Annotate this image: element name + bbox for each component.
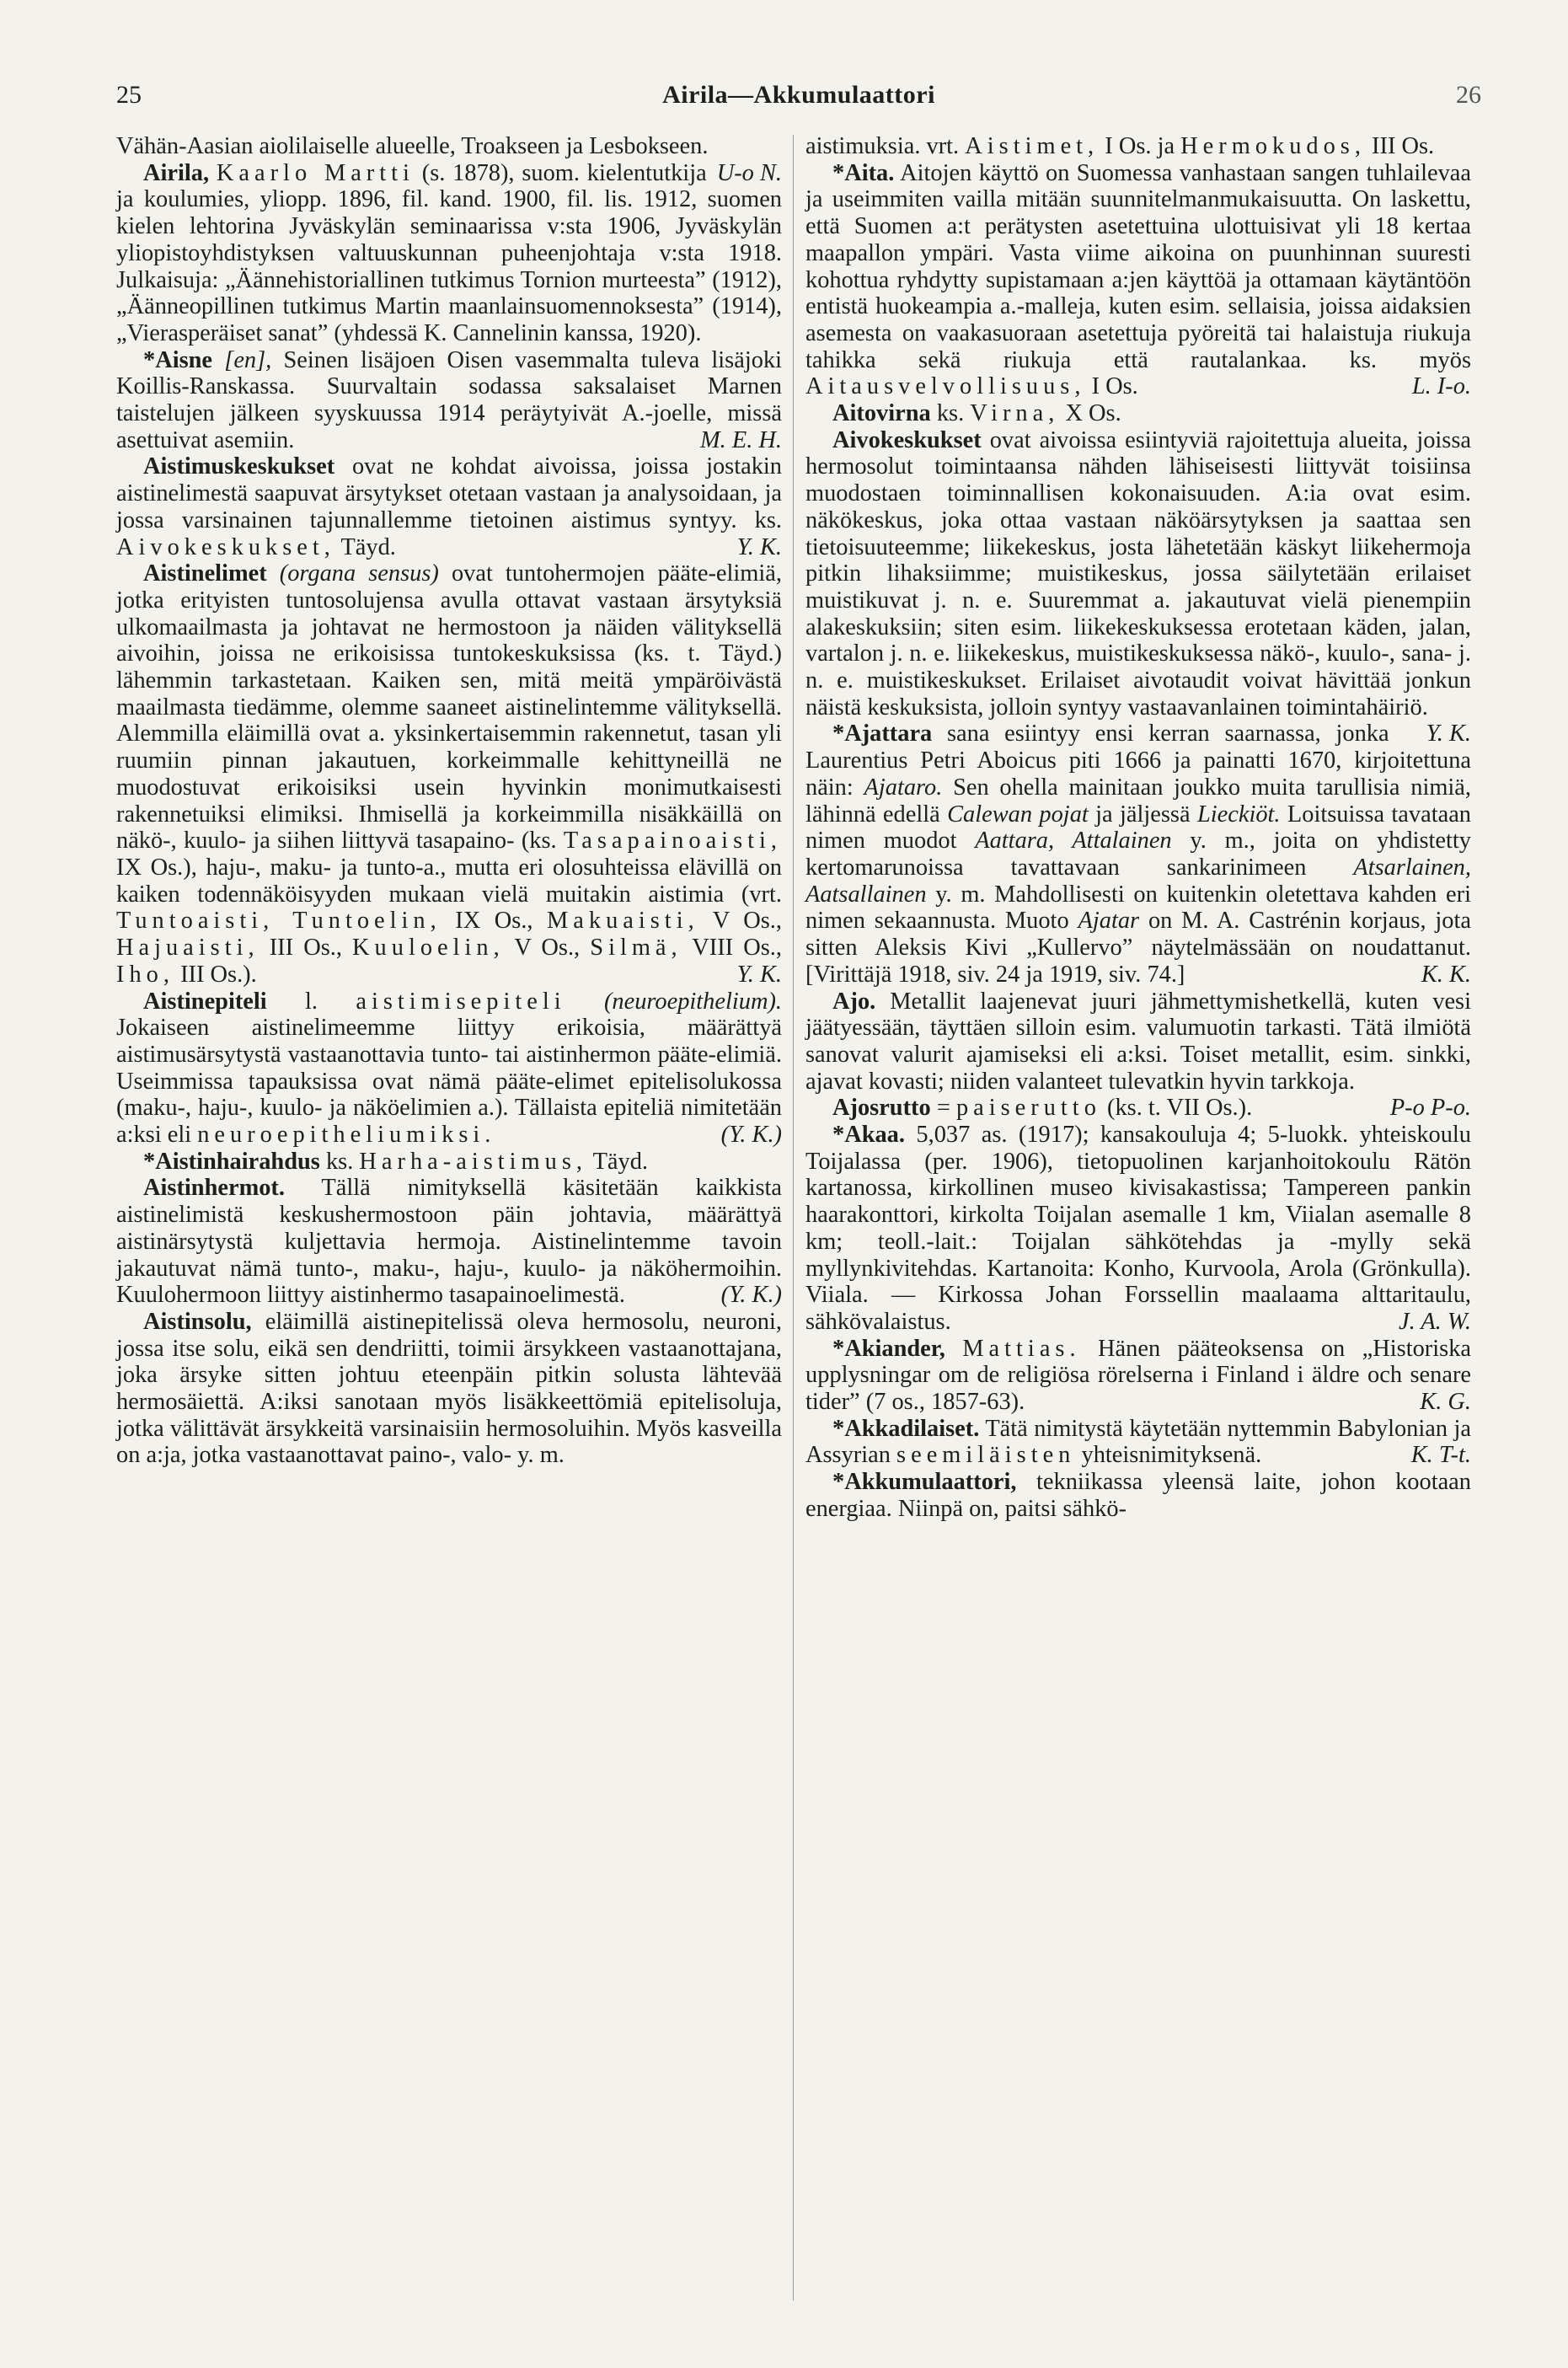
left-column (116, 133, 782, 1469)
entry-aistinhermot: Aistinhermot. Tällä nimityksellä käsitetään kaikkista aistinelimistä keskushermostoon päin johtavia, määrättyä aistinärsytystä kuljettavia hermoja. Aistinelintemme tavoin jakautuvat nämä tunto-, maku-, haju-, kuulo- ja näköhermoihin. Kuulohermoon liittyy aistinhermo tasapainoelimestä. (Y. K.) (116, 1175, 782, 1309)
headword: Aivokeskukset (832, 426, 982, 453)
entry-akkumulaattori: *Akkumulaattori, tekniikassa yleensä laite, johon kootaan energiaa. Niinpä on, paitsi sähkö- (805, 1469, 1471, 1522)
entry-aistimuskeskukset: Aistimuskeskukset ovat ne kohdat aivoissa, joissa jostakin aistinelimestä saapuvat ärsytykset otetaan vastaan ja analysoidaan, ja jossa varsinainen tajunnallemme tietoinen aistimus syntyy. ks. Aivokeskukset, Täyd. Y. K. (116, 453, 782, 560)
headword: Aistinhermot. (143, 1175, 285, 1202)
cross-reference[interactable]: Harha-aistimus, (359, 1148, 587, 1175)
headword: *Akkumulaattori, (832, 1469, 1017, 1496)
headword: Ajosrutto (832, 1095, 931, 1122)
entry-aita: *Aita. Aitojen käyttö on Suomessa vanhastaan sangen tuhlailevaa ja useimmiten vailla mitään suunnitelmanmukaisuutta. On laskettu, että Suomen a:t perätysten asetettuina ulottuisivat yli 18 kertaa maapallon ympäri. Vasta viime aikoina on puunhinnan suuresti kohottua ryhdytty supistamaan a:jen käyttöä ja ottamaan käytäntöön entistä huokeampia a.-malleja, kuten esim. sellaisia, joissa aidaksien asemesta on vaakasuoraan asetettuja pyöreitä tai halaistuja riukuja tahikka sekä riukuja että rautalankaa. ks. myös Aitausvelvollisuus, I Os. L. I-o. (805, 159, 1471, 400)
headword: Ajo. (832, 988, 876, 1015)
author-signature: (Y. K.) (720, 1122, 782, 1149)
cross-reference[interactable]: Aistimet, (965, 133, 1100, 159)
entry-aistinelimet: Aistinelimet (organa sensus) ovat tuntohermojen pääte-elimiä, jotka erityisten tuntosolujensa avulla ottavat vastaan ärsytyksiä ulkomaailmasta ja johtavat ne hermostoon ja näiden välityksellä aivoihin, joissa ne erikoisissa tuntokeskuksissa (ks. t. Täyd.) lähemmin tarkastetaan. Kaiken sen, mitä meitä ympäröivästä maailmasta tiedämme, olemme saaneet aistinelintemme välityksellä. Alemmilla eläimillä ovat a. yksinkertaisemmin rakennetut, tasan yli ruumiin pinnan jakautuen, korkeimmalle kehittyneillä ne muodostuvat erikoisiksi usein hyvinkin monimutkaisesti rakennetuiksi elimiksi. Ihmisellä ja korkeimmilla nisäkkäillä on näkö-, kuulo- ja siihen liittyvä tasapaino- (ks. Tasapainoaisti, IX Os.), haju-, maku- ja tunto-a., mutta eri olosuhteissa elävillä on kaiken todennäköisyyden mukaan vielä muitakin aistimia (vrt. Tuntoaisti, Tuntoelin, IX Os., Makuaisti, V Os., Hajuaisti, III Os., Kuuloelin, V Os., Silmä, VIII Os., Iho, III Os.). Y. K. (116, 560, 782, 988)
entry-aisne: *Aisne [en], Seinen lisäjoen Oisen vasemmalta tuleva lisäjoki Koillis-Ranskassa. Suurvaltain sodassa saksalaiset Marnen taistelujen jälkeen syyskuussa 1914 peräytyivät A.-joelle, missä asettuivat asemiin. M. E. H. (116, 346, 782, 453)
cross-reference[interactable]: Makuaisti, (547, 908, 699, 935)
cross-reference[interactable]: Hajuaisti, (116, 935, 260, 962)
author-signature: K. K. (1421, 961, 1471, 988)
headword: Aitovirna (832, 400, 931, 427)
entry-ajosrutto: Ajosrutto = paiserutto (ks. t. VII Os.). (832, 1095, 1253, 1122)
author-signature: Y. K. (1426, 721, 1471, 747)
cross-reference[interactable]: neuroepitheliumiksi. (197, 1122, 496, 1149)
author-signature: (Y. K.) (720, 1282, 782, 1309)
running-head: Airila—Akkumulaattori (662, 81, 935, 109)
headword: *Akkadilaiset. (832, 1415, 980, 1442)
cross-reference[interactable]: Kuuloelin, (352, 935, 505, 962)
page-number-left: 25 (116, 81, 142, 109)
entry-aistinepiteli: Aistinepiteli l. aistimisepiteli (neuroepithelium). Jokaiseen aistinelimeemme liittyy erikoisia, määrättyä aistimusärsytystä vastaanottavia tunto- tai aistinhermon pääte-elimiä. Useimmissa tapauksissa ovat nämä pääte-elimet epitelisolukossa (maku-, haju-, kuulo- ja näköelimien a.). Tällaista epiteliä nimitetään a:ksi eli neuroepitheliumiksi. (Y. K.) (116, 988, 782, 1149)
cross-reference[interactable]: Hermokudos, (1180, 133, 1366, 159)
entry-aivokeskukset: Aivokeskukset ovat aivoissa esiintyviä rajoitettuja alueita, joissa hermosolut toimintaansa nähden lähiseisesti liittyvät toisiinsa muodostaen toiminnallisen kokonaisuuden. A:ia ovat esim. näkökeskus, joka ottaa vastaan näköärsytyksen ja saattaa sen tietoisuuteemme; liikekeskus, josta lähetetään käskyt liikehermoja pitkin lihaksiimme; muistikeskus, jossa säilytetään erilaiset muistikuvat j. n. e. Suuremmat a. jakautuvat vielä pienempiin alakeskuksiin; siten esim. liikekeskuksessa erotetaan käden, jalan, vartalon j. n. e. liikekeskus, muistikeskuksessa näkö-, kuulo-, sana- j. n. e. muistikeskukset. Erilaiset aivotaudit voivat hävittää jonkun näistä keskuksista, jolloin syntyy vastaavanlainen toimintahäiriö. Y. K. (805, 426, 1471, 747)
author-signature: J. A. W. (1399, 1308, 1471, 1335)
author-signature: Y. K. (736, 961, 782, 988)
entry-aitovirna: Aitovirna ks. Virna, X Os. (832, 400, 1121, 427)
column-divider (793, 135, 794, 2301)
entry-continuation: aistimuksia. vrt. Aistimet, I Os. ja Hermokudos, III Os. (805, 133, 1435, 159)
cross-reference[interactable]: Tuntoaisti, Tuntoelin, (116, 908, 442, 935)
author-signature: U-o N. (716, 159, 782, 186)
cross-reference[interactable]: Aitausvelvollisuus, (805, 373, 1086, 400)
entry-akaa: *Akaa. 5,037 as. (1917); kansakouluja 4; 5-luokk. yhteiskoulu Toijalassa (per. 1906), tietopuolinen karjanhoitokoulu Rätön kartanossa, kirkollinen museo kivisakastissa; Tampereen pankin haarakonttori, kirkolta Toijalan asemalle 1 km, Viialan asemalle 8 km; teoll.-lait.: Toijalan sähkötehdas ja -mylly sekä myllynkivitehdas. Kartanoita: Konho, Kurvoola, Arola (Grönkulla). Viiala. — Kirkossa Johan Forssellin maalaama alttaritaulu, sähkövalaistus. J. A. W. (805, 1122, 1471, 1335)
cross-reference[interactable]: seemiläisten (896, 1442, 1076, 1469)
author-signature: P-o P-o. (1389, 1095, 1471, 1122)
cross-reference[interactable]: Virna, (970, 400, 1060, 427)
page-number-right: 26 (1456, 81, 1481, 109)
entry-airila: Airila, Kaarlo Martti (s. 1878), suom. kielentutkija ja koulumies, yliopp. 1896, fil. kand. 1900, fil. lis. 1912, suomen kielen lehtorina Jyväskylän seminaarissa v:sta 1906, Jyväskylän yliopistoyhdistyksen valtuuskunnan puheenjohtaja v:sta 1918. Julkaisuja: „Äännehistoriallinen tutkimus Tornion murteesta” (1912), „Äänneopillinen tutkimus Martin maanlainsuomennoksesta” (1914), „Vierasperäiset sanat” (yhdessä K. Cannelinin kanssa, 1920). (116, 159, 782, 346)
author-signature: Y. K. (736, 533, 782, 560)
headword: *Aita. (832, 159, 895, 186)
entry-akiander: *Akiander, Mattias. Hänen pääteoksensa on „Historiska upplysningar om de religiösa rörelserna i Finland i äldre och senare tider” (7 os., 1857-63). K. G. (805, 1335, 1471, 1416)
author-signature: K. T-t. (1410, 1442, 1471, 1469)
headword: Airila, (143, 159, 210, 186)
author-signature: L. I-o. (1411, 373, 1471, 400)
headword: *Akiander, (832, 1335, 945, 1362)
headword: Aistinelimet (143, 560, 267, 587)
headword: *Aistinhairahdus (143, 1148, 320, 1175)
cross-reference[interactable]: paiserutto (955, 1095, 1101, 1122)
cross-reference[interactable]: Silmä, (590, 935, 682, 962)
entry-continuation: Vähän-Aasian aiolilaiselle alueelle, Troakseen ja Lesbokseen. U-o N. (116, 133, 782, 186)
cross-reference[interactable]: aistimisepiteli (356, 988, 566, 1015)
cross-reference[interactable]: Tasapainoaisti, (563, 828, 782, 855)
right-column (805, 133, 1471, 1523)
headword: *Aisne (143, 346, 213, 373)
entry-ajo: Ajo. Metallit laajenevat juuri jähmettymishetkellä, kuten vesi jäätyessään, täyttäen silloin esim. valumuotin tarkasti. Tätä ilmiötä sanovat valurit ajamiseksi eli a:ksi. Toiset metallit, esim. sinkki, ajavat kovasti; niiden valanteet tulevatkin hyvin tarkkoja. P-o P-o. (805, 988, 1471, 1122)
author-signature: M. E. H. (700, 426, 782, 453)
headword: Aistinsolu, (143, 1308, 252, 1335)
headword: Aistimuskeskukset (143, 453, 335, 480)
entry-ajattara: *Ajattara sana esiintyy ensi kerran saarnassa, jonka Laurentius Petri Aboicus piti 1666 ja painatti 1670, kirjoitettuna näin: Ajataro. Sen ohella mainitaan joukko muita tarullisia nimiä, lähinnä edellä Calewan pojat ja jäljessä Lieckiöt. Loitsuissa tavataan nimen muodot Aattara, Attalainen y. m., joita on yhdistetty kertomarunoissa tavattavaan sankarinimeen Atsarlainen, Aatsallainen y. m. Mahdollisesti on kuitenkin oletettava kahden eri nimen sekaannusta. Muoto Ajatar on M. A. Castrénin korjaus, jota sitten Aleksis Kivi „Kullervo” näytelmässään on noudattanut. [Virittäjä 1918, siv. 24 ja 1919, siv. 74.] K. K. (805, 721, 1472, 988)
headword: *Ajattara (832, 721, 933, 747)
headword: *Akaa. (832, 1122, 905, 1149)
headword: Aistinepiteli (143, 988, 267, 1015)
cross-reference[interactable]: Iho, (116, 961, 174, 988)
entry-akkadilaiset: *Akkadilaiset. Tätä nimitystä käytetään nyttemmin Babylonian ja Assyrian seemiläisten yhteisnimityksenä. K. T-t. (805, 1415, 1471, 1469)
entry-aistinhairahdus: *Aistinhairahdus ks. Harha-aistimus, Täyd. (143, 1148, 648, 1175)
page-header (116, 81, 1481, 121)
entry-aistinsolu: Aistinsolu, eläimillä aistinepitelissä oleva hermosolu, neuroni, jossa itse solu, eikä sen dendriitti, toimii ärsykkeen vastaanottajana, joka ärsyke sitten johtuu eteenpäin pitkin solusta lähtevää hermosäiettä. A:iksi sanotaan myös lisäkkeettömiä epitelisoluja, jotka välittävät ärsykkeitä varsinaisiin hermosoluihin. Myös kasveilla on a:ja, jotka vastaanottavat paino-, valo- y. m. (116, 1308, 782, 1469)
cross-reference[interactable]: Aivokeskukset, (116, 533, 335, 560)
author-signature: K. G. (1420, 1389, 1471, 1416)
